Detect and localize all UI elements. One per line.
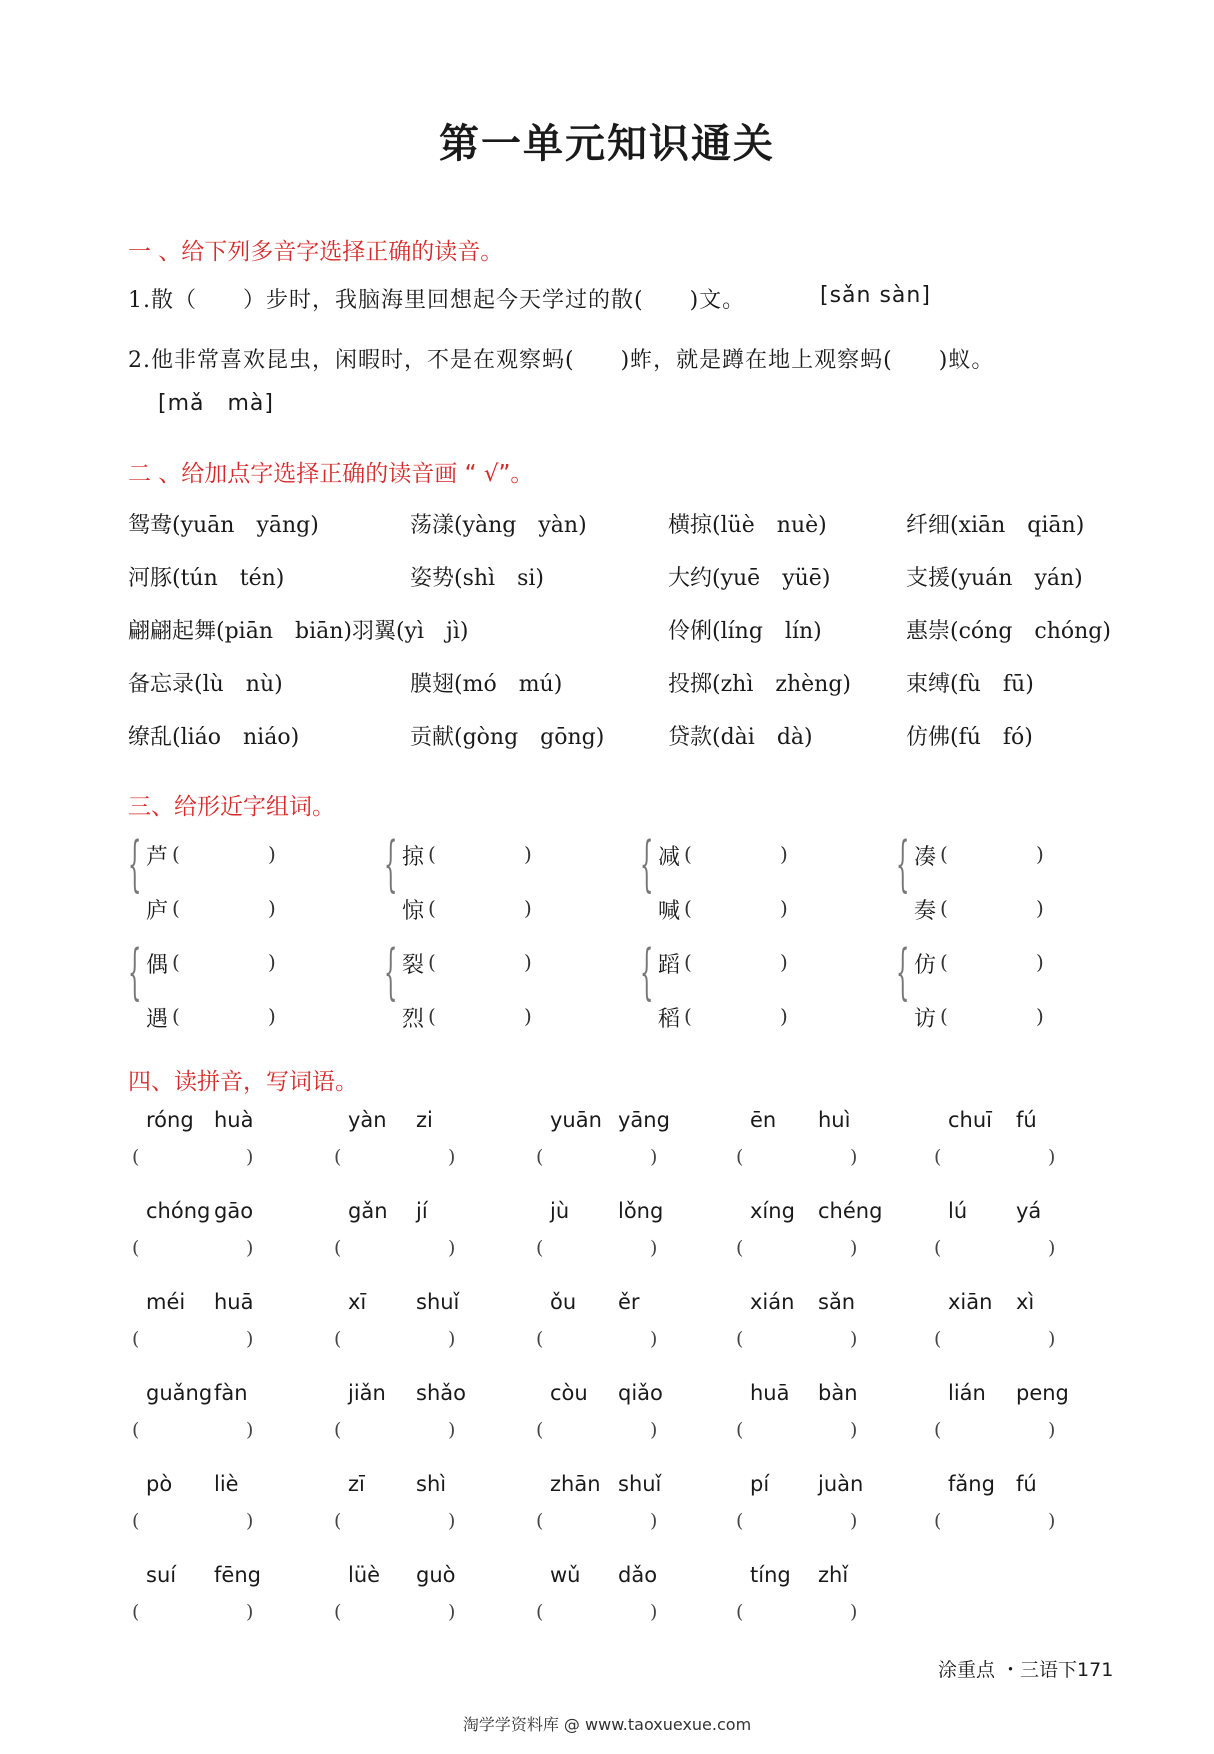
answer-paren-right[interactable]: ) — [1048, 1146, 1056, 1168]
pinyin-syllable: yàn — [348, 1108, 387, 1132]
answer-paren-right[interactable]: ) — [268, 1004, 276, 1028]
similar-character: 芦 — [146, 845, 169, 870]
answer-paren-left[interactable]: ( — [736, 1419, 744, 1441]
pinyin-syllable: zhǐ — [818, 1563, 849, 1587]
pinyin-syllable: sǎn — [818, 1290, 856, 1314]
answer-paren-left[interactable]: ( — [736, 1601, 744, 1623]
answer-paren-left[interactable]: ( — [132, 1328, 140, 1350]
answer-paren-right[interactable]: ) — [850, 1237, 858, 1259]
pinyin-syllable: pí — [750, 1472, 770, 1496]
pinyin-syllable: dǎo — [618, 1563, 658, 1587]
word-pronunciation-choice[interactable]: 纤细(xiān qiān) — [906, 513, 1085, 538]
answer-paren-left[interactable]: ( — [132, 1146, 140, 1168]
answer-paren-right[interactable]: ) — [246, 1419, 254, 1441]
answer-paren-left[interactable]: ( — [132, 1419, 140, 1441]
answer-paren-left[interactable]: ( — [940, 950, 948, 974]
question-2-pinyin: [mǎ mà] — [158, 391, 274, 416]
word-pronunciation-choice[interactable]: 支援(yuán yán) — [906, 566, 1083, 591]
pinyin-syllable: shì — [416, 1472, 447, 1496]
pinyin-syllable: yuān — [550, 1108, 602, 1132]
pinyin-syllable: zhān — [550, 1472, 601, 1496]
answer-paren-right[interactable]: ) — [524, 842, 532, 866]
similar-character: 偶 — [146, 953, 169, 978]
pinyin-syllable: huā — [750, 1381, 790, 1405]
similar-character: 庐 — [146, 899, 169, 924]
answer-paren-right[interactable]: ) — [780, 950, 788, 974]
answer-paren-left[interactable]: ( — [684, 842, 692, 866]
pinyin-syllable: fǎng — [948, 1472, 995, 1496]
pinyin-syllable: yāng — [618, 1108, 670, 1132]
answer-paren-right[interactable]: ) — [1036, 1004, 1044, 1028]
answer-paren-right[interactable]: ) — [780, 1004, 788, 1028]
answer-paren-right[interactable]: ) — [1036, 896, 1044, 920]
answer-paren-right[interactable]: ) — [1036, 842, 1044, 866]
pinyin-syllable: róng — [146, 1108, 194, 1132]
pinyin-syllable: xíng — [750, 1199, 795, 1223]
answer-paren-left[interactable]: ( — [132, 1237, 140, 1259]
pinyin-syllable: ěr — [618, 1290, 640, 1314]
brace-icon: { — [128, 829, 142, 899]
pinyin-syllable: bàn — [818, 1381, 858, 1405]
answer-paren-left[interactable]: ( — [428, 842, 436, 866]
answer-paren-right[interactable]: ) — [246, 1328, 254, 1350]
pinyin-syllable: guò — [416, 1563, 456, 1587]
answer-paren-right[interactable]: ) — [650, 1419, 658, 1441]
answer-paren-right[interactable]: ) — [850, 1601, 858, 1623]
answer-paren-left[interactable]: ( — [172, 1004, 180, 1028]
pinyin-syllable: chóng — [146, 1199, 211, 1223]
answer-paren-right[interactable]: ) — [448, 1601, 456, 1623]
word-pronunciation-choice[interactable]: 翩翩起舞(piān biān)羽翼(yì jì) — [128, 619, 469, 644]
pinyin-syllable: guǎng — [146, 1381, 213, 1405]
pinyin-syllable: qiǎo — [618, 1381, 663, 1405]
answer-paren-right[interactable]: ) — [524, 1004, 532, 1028]
pinyin-syllable: shuǐ — [416, 1290, 460, 1314]
answer-paren-right[interactable]: ) — [650, 1510, 658, 1532]
question-2-text: 2.他非常喜欢昆虫，闲暇时，不是在观察蚂( )蚱，就是蹲在地上观察蚂( )蚁。 — [128, 348, 995, 373]
word-pronunciation-choice[interactable]: 鸳鸯(yuān yāng) — [128, 513, 319, 538]
question-1-text: 1.散（ ）步时，我脑海里回想起今天学过的散( )文。 — [128, 288, 746, 313]
brace-icon: { — [896, 937, 910, 1007]
word-pronunciation-choice[interactable]: 伶俐(líng lín) — [668, 619, 822, 644]
pinyin-syllable: peng — [1016, 1381, 1069, 1405]
pinyin-syllable: suí — [146, 1563, 177, 1587]
pinyin-syllable: lián — [948, 1381, 986, 1405]
pinyin-syllable: liè — [214, 1472, 239, 1496]
word-pronunciation-choice[interactable]: 惠崇(cóng chóng) — [906, 619, 1111, 644]
pinyin-syllable: wǔ — [550, 1563, 581, 1587]
brace-icon: { — [896, 829, 910, 899]
answer-paren-left[interactable]: ( — [172, 896, 180, 920]
pinyin-syllable: juàn — [818, 1472, 864, 1496]
pinyin-syllable: gāo — [214, 1199, 254, 1223]
pinyin-syllable: ǒu — [550, 1290, 577, 1314]
similar-character: 稻 — [658, 1007, 681, 1032]
pinyin-syllable: jù — [550, 1199, 570, 1223]
answer-paren-left[interactable]: ( — [736, 1328, 744, 1350]
similar-character: 遇 — [146, 1007, 169, 1032]
answer-paren-right[interactable]: ) — [780, 842, 788, 866]
word-pronunciation-choice[interactable]: 束缚(fù fū) — [906, 672, 1034, 697]
similar-character: 裂 — [402, 953, 425, 978]
answer-paren-left[interactable]: ( — [536, 1146, 544, 1168]
pinyin-syllable: ēn — [750, 1108, 777, 1132]
word-pronunciation-choice[interactable]: 姿势(shì si) — [410, 566, 544, 591]
pinyin-syllable: jiǎn — [348, 1381, 386, 1405]
answer-paren-left[interactable]: ( — [736, 1510, 744, 1532]
pinyin-syllable: huì — [818, 1108, 851, 1132]
answer-paren-right[interactable]: ) — [524, 896, 532, 920]
answer-paren-right[interactable]: ) — [524, 950, 532, 974]
brace-icon: { — [640, 937, 654, 1007]
answer-paren-left[interactable]: ( — [536, 1328, 544, 1350]
pinyin-syllable: chéng — [818, 1199, 883, 1223]
answer-paren-right[interactable]: ) — [246, 1510, 254, 1532]
answer-paren-left[interactable]: ( — [334, 1419, 342, 1441]
answer-paren-right[interactable]: ) — [448, 1419, 456, 1441]
similar-character: 仿 — [914, 953, 937, 978]
pinyin-syllable: jí — [416, 1199, 428, 1223]
word-pronunciation-choice[interactable]: 备忘录(lù nù) — [128, 672, 283, 697]
watermark: 淘学学资料库 @ www.taoxuexue.com — [462, 1715, 752, 1734]
pinyin-syllable: fàn — [214, 1381, 248, 1405]
similar-character: 减 — [658, 845, 681, 870]
pinyin-syllable: huà — [214, 1108, 254, 1132]
section-1-heading: 一 、给下列多音字选择正确的读音。 — [128, 239, 504, 265]
pinyin-syllable: xī — [348, 1290, 367, 1314]
answer-paren-left[interactable]: ( — [132, 1510, 140, 1532]
answer-paren-right[interactable]: ) — [650, 1601, 658, 1623]
answer-paren-right[interactable]: ) — [650, 1328, 658, 1350]
pinyin-syllable: lǒng — [618, 1199, 664, 1223]
answer-paren-left[interactable]: ( — [736, 1146, 744, 1168]
brace-icon: { — [640, 829, 654, 899]
answer-paren-right[interactable]: ) — [850, 1146, 858, 1168]
answer-paren-left[interactable]: ( — [536, 1419, 544, 1441]
answer-paren-left[interactable]: ( — [934, 1419, 942, 1441]
pinyin-syllable: gǎn — [348, 1199, 388, 1223]
pinyin-syllable: yá — [1016, 1199, 1042, 1223]
answer-paren-right[interactable]: ) — [448, 1328, 456, 1350]
word-pronunciation-choice[interactable]: 膜翅(mó mú) — [410, 672, 563, 697]
answer-paren-right[interactable]: ) — [268, 950, 276, 974]
pinyin-syllable: xián — [750, 1290, 795, 1314]
answer-paren-left[interactable]: ( — [334, 1328, 342, 1350]
pinyin-syllable: huā — [214, 1290, 254, 1314]
answer-paren-right[interactable]: ) — [246, 1146, 254, 1168]
section-3-heading: 三、给形近字组词。 — [128, 794, 335, 820]
similar-character: 奏 — [914, 899, 937, 924]
page-title: 第一单元知识通关 — [439, 120, 775, 167]
answer-paren-right[interactable]: ) — [246, 1237, 254, 1259]
answer-paren-left[interactable]: ( — [334, 1146, 342, 1168]
answer-paren-right[interactable]: ) — [448, 1146, 456, 1168]
answer-paren-right[interactable]: ) — [448, 1510, 456, 1532]
answer-paren-left[interactable]: ( — [172, 842, 180, 866]
answer-paren-left[interactable]: ( — [736, 1237, 744, 1259]
answer-paren-left[interactable]: ( — [684, 896, 692, 920]
answer-paren-left[interactable]: ( — [934, 1237, 942, 1259]
question-1-pinyin: [sǎn sàn] — [820, 283, 931, 308]
pinyin-syllable: zī — [348, 1472, 365, 1496]
pinyin-syllable: fú — [1016, 1108, 1037, 1132]
answer-paren-left[interactable]: ( — [334, 1237, 342, 1259]
answer-paren-right[interactable]: ) — [246, 1601, 254, 1623]
word-pronunciation-choice[interactable]: 贷款(dài dà) — [668, 725, 813, 750]
answer-paren-right[interactable]: ) — [1036, 950, 1044, 974]
word-pronunciation-choice[interactable]: 缭乱(liáo niáo) — [128, 725, 300, 750]
word-pronunciation-choice[interactable]: 仿佛(fú fó) — [906, 725, 1033, 750]
similar-character: 喊 — [658, 899, 681, 924]
word-pronunciation-choice[interactable]: 横掠(lüè nuè) — [668, 513, 827, 538]
brace-icon: { — [384, 937, 398, 1007]
answer-paren-left[interactable]: ( — [536, 1510, 544, 1532]
pinyin-syllable: shuǐ — [618, 1472, 662, 1496]
pinyin-syllable: tíng — [750, 1563, 791, 1587]
answer-paren-right[interactable]: ) — [650, 1237, 658, 1259]
brace-icon: { — [384, 829, 398, 899]
section-4-heading: 四、读拼音，写词语。 — [128, 1069, 358, 1095]
answer-paren-right[interactable]: ) — [1048, 1419, 1056, 1441]
answer-paren-left[interactable]: ( — [428, 950, 436, 974]
answer-paren-left[interactable]: ( — [940, 1004, 948, 1028]
answer-paren-left[interactable]: ( — [428, 1004, 436, 1028]
pinyin-syllable: lú — [948, 1199, 968, 1223]
pinyin-syllable: pò — [146, 1472, 173, 1496]
answer-paren-left[interactable]: ( — [428, 896, 436, 920]
similar-character: 掠 — [402, 845, 425, 870]
answer-paren-right[interactable]: ) — [850, 1328, 858, 1350]
pinyin-syllable: chuī — [948, 1108, 992, 1132]
answer-paren-left[interactable]: ( — [172, 950, 180, 974]
word-pronunciation-choice[interactable]: 大约(yuē yüē) — [668, 566, 831, 591]
answer-paren-left[interactable]: ( — [934, 1510, 942, 1532]
answer-paren-left[interactable]: ( — [940, 896, 948, 920]
answer-paren-left[interactable]: ( — [684, 1004, 692, 1028]
answer-paren-right[interactable]: ) — [1048, 1328, 1056, 1350]
answer-paren-left[interactable]: ( — [132, 1601, 140, 1623]
section-2-heading: 二 、给加点字选择正确的读音画 “ √”。 — [128, 461, 534, 487]
word-pronunciation-choice[interactable]: 贡献(gòng gōng) — [410, 725, 605, 750]
answer-paren-left[interactable]: ( — [334, 1601, 342, 1623]
similar-character: 访 — [914, 1007, 937, 1032]
pinyin-syllable: lüè — [348, 1563, 381, 1587]
answer-paren-right[interactable]: ) — [268, 842, 276, 866]
word-pronunciation-choice[interactable]: 河豚(tún tén) — [128, 566, 285, 591]
pinyin-syllable: xiān — [948, 1290, 993, 1314]
page-footer: 涂重点 ・三语下171 — [938, 1659, 1114, 1681]
answer-paren-left[interactable]: ( — [536, 1237, 544, 1259]
answer-paren-right[interactable]: ) — [650, 1146, 658, 1168]
similar-character: 凑 — [914, 845, 937, 870]
answer-paren-right[interactable]: ) — [1048, 1237, 1056, 1259]
brace-icon: { — [128, 937, 142, 1007]
similar-character: 烈 — [402, 1007, 425, 1032]
similar-character: 惊 — [402, 899, 425, 924]
answer-paren-left[interactable]: ( — [940, 842, 948, 866]
pinyin-syllable: fēng — [214, 1563, 261, 1587]
word-pronunciation-choice[interactable]: 投掷(zhì zhèng) — [668, 672, 851, 697]
answer-paren-right[interactable]: ) — [448, 1237, 456, 1259]
answer-paren-right[interactable]: ) — [268, 896, 276, 920]
pinyin-syllable: shǎo — [416, 1381, 466, 1405]
answer-paren-right[interactable]: ) — [850, 1510, 858, 1532]
answer-paren-left[interactable]: ( — [934, 1146, 942, 1168]
pinyin-syllable: còu — [550, 1381, 588, 1405]
similar-character: 蹈 — [658, 953, 681, 978]
answer-paren-right[interactable]: ) — [850, 1419, 858, 1441]
answer-paren-left[interactable]: ( — [536, 1601, 544, 1623]
answer-paren-left[interactable]: ( — [334, 1510, 342, 1532]
pinyin-syllable: méi — [146, 1290, 186, 1314]
pinyin-syllable: xì — [1016, 1290, 1035, 1314]
word-pronunciation-choice[interactable]: 荡漾(yàng yàn) — [410, 513, 587, 538]
pinyin-syllable: fú — [1016, 1472, 1037, 1496]
answer-paren-left[interactable]: ( — [684, 950, 692, 974]
answer-paren-right[interactable]: ) — [780, 896, 788, 920]
answer-paren-right[interactable]: ) — [1048, 1510, 1056, 1532]
pinyin-syllable: zi — [416, 1108, 433, 1132]
answer-paren-left[interactable]: ( — [934, 1328, 942, 1350]
